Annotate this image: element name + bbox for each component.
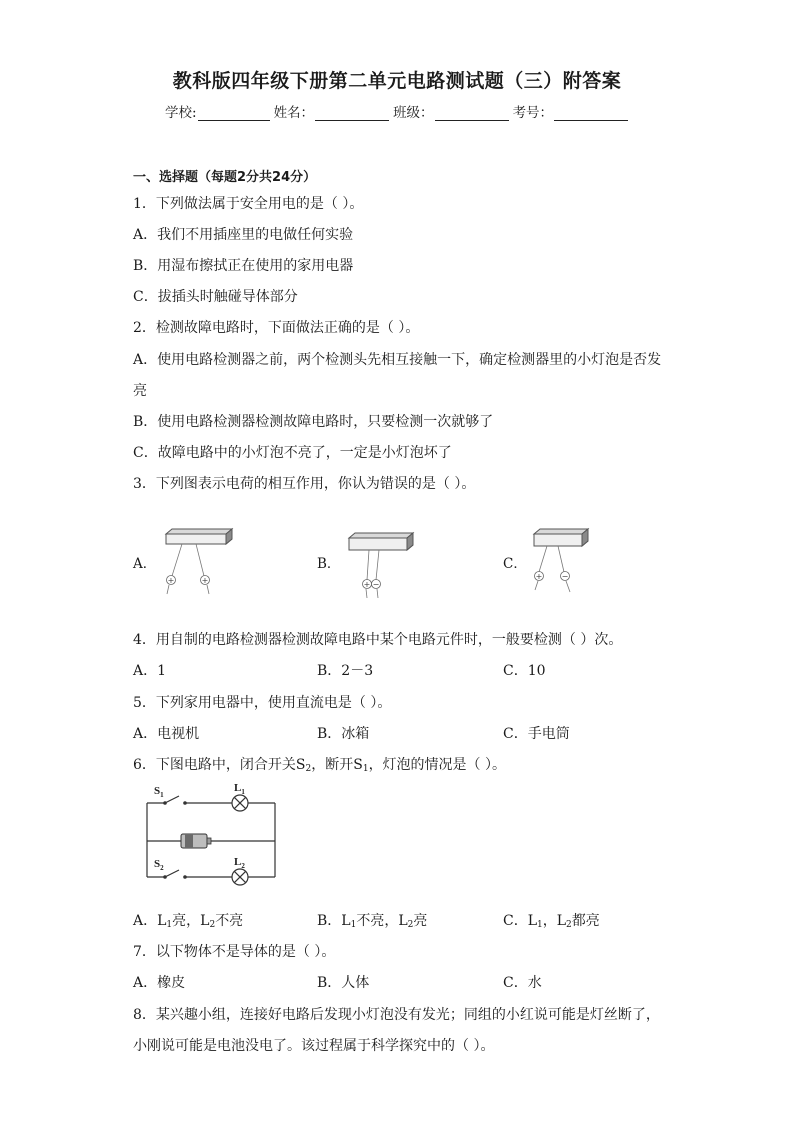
question-8-stem: 8．某兴趣小组，连接好电路后发现小灯泡没有发光；同组的小红说可能是灯丝断了， (133, 1007, 660, 1023)
question-7-option-c: C．水 (503, 975, 542, 991)
lamp-l1-icon (232, 795, 248, 811)
class-label: 班级： (393, 105, 434, 121)
charge-sign: + (363, 580, 371, 589)
section-heading: 一、选择题（每题2分共24分） (133, 170, 317, 185)
lamp-l2-icon (232, 869, 248, 885)
class-blank (435, 106, 509, 121)
question-6-stem: 6．下图电路中，闭合开关$S_2$，断开$S_1$，灯泡的情况是（ ）。 (133, 757, 507, 774)
question-6-option-b: B．$L_1$不亮，$L_2$亮 (317, 913, 428, 930)
support-bar-icon (349, 533, 413, 550)
question-4-stem: 4．用自制的电路检测器检测故障电路中某个电路元件时，一般要检测（ ）次。 (133, 632, 623, 648)
question-5-option-c: C．手电筒 (503, 726, 570, 742)
support-bar-icon (534, 529, 588, 546)
question-2-option-c: C．故障电路中的小灯泡不亮了，一定是小灯泡坏了 (133, 445, 452, 461)
question-8-stem-cont: 小刚说可能是电池没电了。该过程属于科学探究中的（ ）。 (133, 1038, 495, 1054)
question-7-option-a: A．橡皮 (133, 975, 186, 991)
number-blank (554, 106, 628, 121)
question-5-option-b: B．冰箱 (317, 726, 370, 742)
question-2-option-b: B．使用电路检测器检测故障电路时，只要检测一次就够了 (133, 414, 494, 430)
question-5-stem: 5．下列家用电器中，使用直流电是（ ）。 (133, 695, 392, 711)
switch-s1-lever (165, 796, 179, 803)
question-3-option-c: C． (503, 556, 527, 572)
charge-figure-a (160, 528, 240, 598)
switch-s2-label: $S_2$ (154, 858, 164, 872)
question-4-option-a: A．1 (133, 663, 167, 679)
question-6-option-c: C．$L_1$，$L_2$都亮 (503, 913, 600, 930)
charge-sign: + (201, 576, 209, 585)
student-info-line (165, 101, 632, 121)
question-4-option-b: B．2－3 (317, 663, 374, 679)
name-label: 姓名： (273, 105, 315, 121)
switch-s1-label: $S_1$ (154, 785, 164, 799)
question-1-option-a: A．我们不用插座里的电做任何实验 (133, 227, 354, 243)
question-4-option-c: C．10 (503, 663, 546, 679)
question-5-option-a: A．电视机 (133, 726, 200, 742)
number-label: 考号： (512, 105, 554, 121)
charge-sign: + (167, 576, 175, 585)
question-1-option-c: C．拔插头时触碰导体部分 (133, 289, 298, 305)
question-2-option-a-cont: 亮 (133, 383, 147, 399)
question-6-option-a: A．$L_1$亮，$L_2$不亮 (133, 913, 244, 930)
charge-sign: − (372, 580, 380, 589)
question-3-stem: 3．下列图表示电荷的相互作用，你认为错误的是（ ）。 (133, 476, 476, 492)
question-7-stem: 7．以下物体不是导体的是（ ）。 (133, 944, 336, 960)
question-1-stem: 1．下列做法属于安全用电的是（ ）。 (133, 196, 364, 212)
question-1-option-b: B．用湿布擦拭正在使用的家用电器 (133, 258, 354, 274)
lamp-l2-label: $L_2$ (234, 856, 245, 870)
school-label: 学校: (165, 105, 197, 121)
question-7-option-b: B．人体 (317, 975, 370, 991)
battery-icon (181, 834, 211, 848)
switch-s2-lever (165, 870, 179, 877)
charge-sign: − (561, 572, 569, 581)
question-2-option-a: A．使用电路检测器之前，两个检测头先相互接触一下，确定检测器里的小灯泡是否发 (133, 352, 662, 368)
name-blank (315, 106, 389, 121)
school-blank (198, 106, 270, 121)
lamp-l1-label: $L_1$ (234, 782, 245, 796)
charge-figure-c (530, 528, 610, 598)
charge-sign: + (535, 572, 543, 581)
support-bar-icon (166, 529, 232, 544)
question-3-option-a: A． (133, 556, 157, 572)
question-3-option-b: B． (317, 556, 341, 572)
page-title: 教科版四年级下册第二单元电路测试题（三）附答案 (172, 70, 622, 92)
charge-figure-b (345, 532, 425, 602)
circuit-diagram (135, 783, 280, 891)
question-2-stem: 2．检测故障电路时，下面做法正确的是（ ）。 (133, 320, 420, 336)
